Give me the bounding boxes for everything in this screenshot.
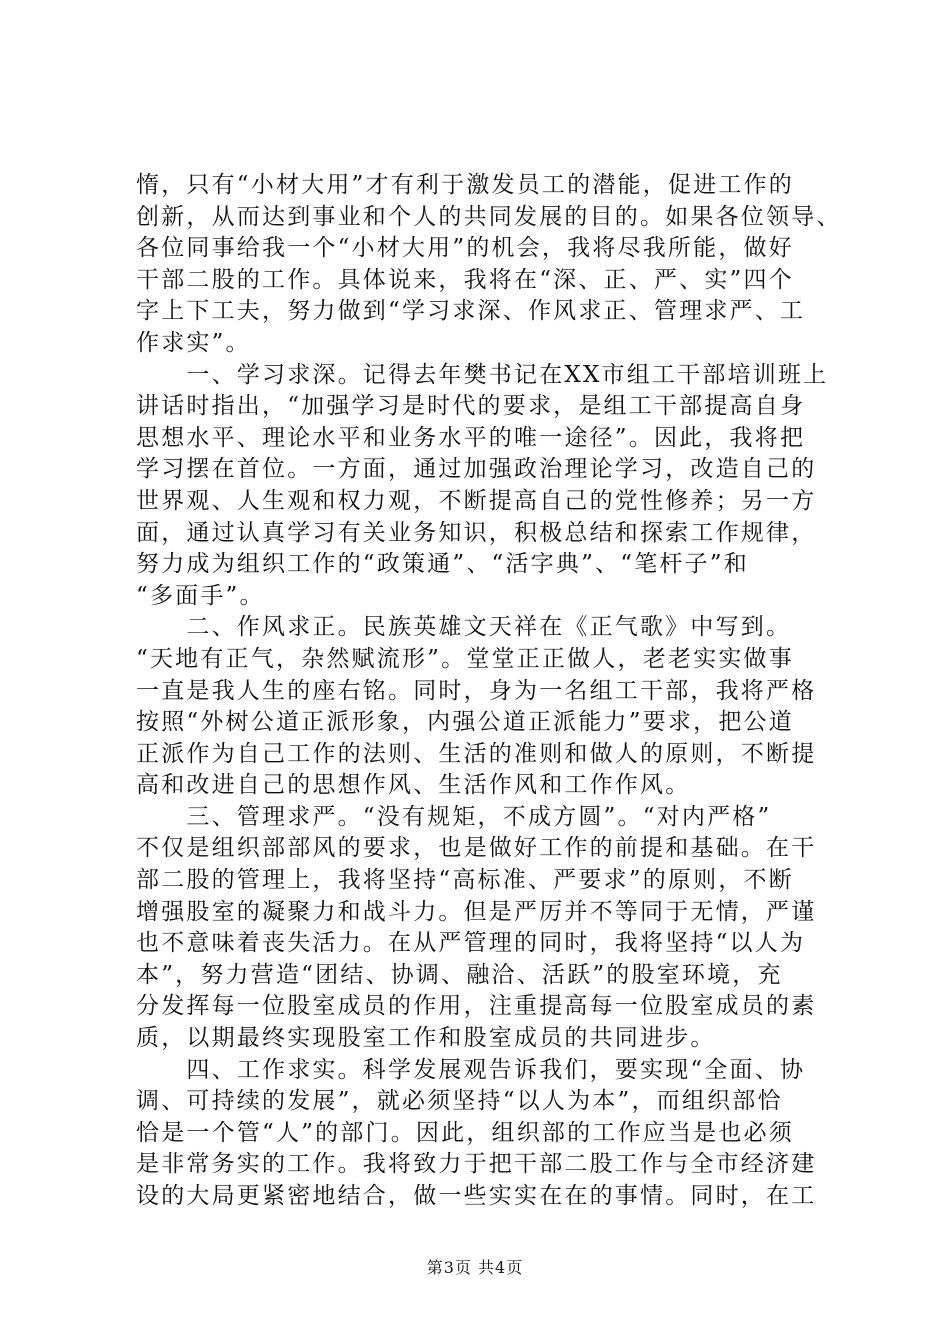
text-line: 创新，从而达到事业和个人的共同发展的目的。如果各位领导、 — [136, 203, 842, 230]
text-line: 思想水平、理论水平和业务水平的唯一途径”。因此，我将把 — [136, 424, 806, 451]
text-line: “天地有正气，杂然赋流形”。堂堂正正做人，老老实实做事 — [136, 645, 794, 672]
text-line: 不仅是组织部部风的要求，也是做好工作的前提和基础。在干 — [136, 835, 817, 862]
text-line: 面，通过认真学习有关业务知识，积极总结和探索工作规律， — [136, 519, 817, 546]
text-line: 调、可持续的发展”，就必须坚持“以人为本”，而组织部恰 — [136, 1088, 783, 1115]
text-line: 努力成为组织工作的“政策通”、“活字典”、“笔杆子”和 — [136, 551, 749, 578]
text-line: 分发挥每一位股室成员的作用，注重提高每一位股室成员的素 — [136, 993, 817, 1020]
text-line: 高和改进自己的思想作风、生活作风和工作作风。 — [136, 772, 691, 799]
text-line: 学习摆在首位。一方面，通过加强政治理论学习，改造自己的 — [136, 456, 817, 483]
text-line: 四、工作求实。科学发展观告诉我们，要实现“全面、协 — [136, 1056, 806, 1083]
page-number-label: 第3页 共4页 — [426, 1258, 524, 1277]
text-line: 字上下工夫，努力做到“学习求深、作风求正、管理求严、工 — [136, 298, 806, 325]
text-line: 一直是我人生的座右铭。同时，身为一名组工干部，我将严格 — [136, 677, 817, 704]
text-line: 部二股的管理上，我将坚持“高标准、严要求”的原则，不断 — [136, 867, 794, 894]
text-line: 增强股室的凝聚力和战斗力。但是严厉并不等同于无情，严谨 — [136, 898, 817, 925]
text-line: 二、作风求正。民族英雄文天祥在《正气歌》中写到。 — [136, 614, 792, 641]
text-line: 本”，努力营造“团结、协调、融洽、活跃”的股室环境，充 — [136, 961, 783, 988]
body-text — [136, 170, 842, 1213]
text-line: 讲话时指出，“加强学习是时代的要求，是组工干部提高自身 — [136, 393, 806, 420]
text-line: 质，以期最终实现股室工作和股室成员的共同进步。 — [136, 1025, 716, 1052]
text-line: 恰是一个管“人”的部门。因此，组织部的工作应当是也必须 — [136, 1119, 794, 1146]
text-line: 设的大局更紧密地结合，做一些实实在在的事情。同时，在工 — [136, 1183, 817, 1209]
text-line: 各位同事给我一个“小材大用”的机会，我将尽我所能，做好 — [136, 235, 794, 262]
text-line: 干部二股的工作。具体说来，我将在“深、正、严、实”四个 — [136, 266, 794, 293]
text-line: 惰，只有“小材大用”才有利于激发员工的潜能，促进工作的 — [136, 172, 794, 198]
text-line: 正派作为自己工作的法则、生活的准则和做人的原则，不断提 — [136, 740, 817, 767]
text-line: 世界观、人生观和权力观，不断提高自己的党性修养；另一方 — [136, 487, 817, 514]
text-line: 也不意味着丧失活力。在从严管理的同时，我将坚持“以人为 — [136, 930, 806, 957]
text-line: 作求实”。 — [136, 329, 251, 356]
text-line: 按照“外树公道正派形象，内强公道正派能力”要求，把公道 — [136, 709, 794, 736]
text-line: 是非常务实的工作。我将致力于把干部二股工作与全市经济建 — [136, 1151, 817, 1178]
page-footer — [0, 1255, 950, 1278]
text-line: “多面手”。 — [136, 582, 265, 609]
text-line: 一、学习求深。记得去年樊书记在XX市组工干部培训班上 — [136, 361, 829, 388]
text-line: 三、管理求严。“没有规矩，不成方圆”。“对内严格” — [136, 803, 772, 830]
